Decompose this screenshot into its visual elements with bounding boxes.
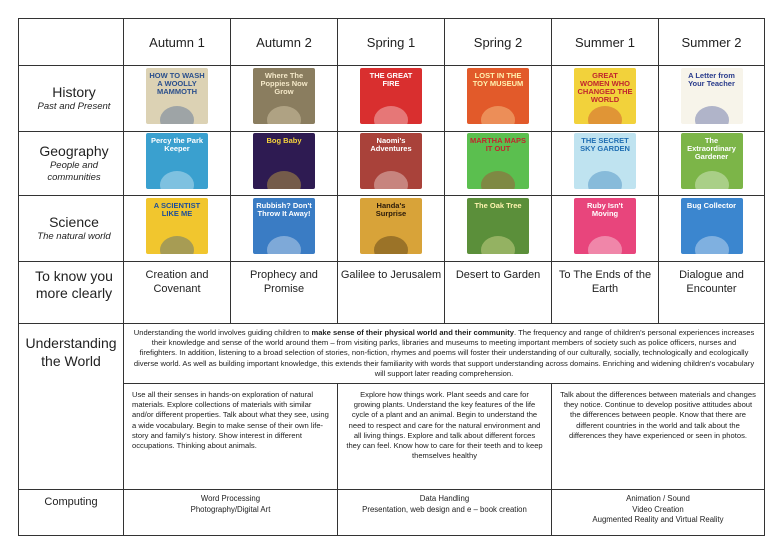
understanding-spring: Explore how things work. Plant seeds and care for growing plants. Understand the key features of the life cycle of a plant and an animal. Begin to understand the need to respect and care for the natural environment and all living things. Explore and talk about different forces they can feel. Know how to care for their teeth and to keep themselves healthy	[338, 384, 552, 490]
cover-illustration	[588, 236, 622, 254]
cover-illustration	[695, 106, 729, 124]
understanding-autumn: Use all their senses in hands-on exploration of natural materials. Explore collections of materials with similar and/or different properties. Talk about what they see, using a wide vocabulary. Begin to make sense of their own life-story and family's history. Show interest in different occupations. Thinking about animals.	[124, 384, 338, 490]
geography-book-cell	[231, 132, 338, 196]
curriculum-table	[18, 18, 765, 536]
book-cover-bog-baby: Bog Baby	[253, 133, 315, 189]
history-label	[19, 66, 124, 132]
geography-title: Geography	[39, 143, 109, 159]
term-autumn-2: Autumn 2	[231, 19, 338, 66]
cover-illustration	[374, 236, 408, 254]
computing-spring: Data Handling Presentation, web design and e – book creation	[338, 490, 552, 536]
book-cover-how-to-wash-a-woolly-mammoth: HOW TO WASH A WOOLLY MAMMOTH	[146, 68, 208, 124]
book-cover-where-the-poppies-now-grow: Where The Poppies Now Grow	[253, 68, 315, 124]
geography-book-cell	[552, 132, 659, 196]
book-cover-the-great-fire: THE GREAT FIRE	[360, 68, 422, 124]
history-book-cell	[552, 66, 659, 132]
book-cover-percy-the-park-keeper: Percy the Park Keeper	[146, 133, 208, 189]
geography-label	[19, 132, 124, 196]
cover-illustration	[588, 106, 622, 124]
understanding-intro-bold: make sense of their physical world and their community	[311, 328, 515, 337]
cover-illustration	[267, 236, 301, 254]
book-cover-a-letter-from-your-teacher: A Letter from Your Teacher	[681, 68, 743, 124]
geography-book-cell	[338, 132, 445, 196]
cover-illustration	[695, 171, 729, 189]
book-cover-naomis-adventures: Naomi's Adventures	[360, 133, 422, 189]
know-label	[19, 262, 124, 324]
science-book-cell	[231, 196, 338, 262]
history-row	[19, 66, 765, 132]
science-book-cell	[338, 196, 445, 262]
geography-row	[19, 132, 765, 196]
cover-illustration	[267, 106, 301, 124]
term-spring-1: Spring 1	[338, 19, 445, 66]
cover-illustration	[481, 236, 515, 254]
understanding-label: Understanding the World	[19, 324, 124, 490]
science-book-cell	[445, 196, 552, 262]
book-cover-great-women: GREAT WOMEN WHO CHANGED THE WORLD	[574, 68, 636, 124]
corner-cell	[19, 19, 124, 66]
know-topic: Creation and Covenant	[124, 262, 231, 324]
book-cover-the-secret-sky-garden: THE SECRET SKY GARDEN	[574, 133, 636, 189]
science-book-cell	[124, 196, 231, 262]
computing-row	[19, 490, 765, 536]
understanding-intro: Understanding the world involves guiding children to make sense of their physical world and their community. The frequency and range of children's personal experiences increases their knowledge and sense of the world around them – from visiting parks, libraries and museums to meeting important members of society such as police officers, nurses and firefighters. In addition, listening to a broad selection of stories, non-fiction, rhymes and poems will foster their understanding of our culturally, socially, technologically and ecologically diverse world. As well as building important knowledge, this extends their familiarity with words that support understanding across domains. Enriching and widening children's vocabulary will support later reading comprehension.	[124, 324, 765, 384]
science-subtitle: The natural world	[37, 231, 111, 242]
book-cover-lost-in-the-toy-museum: LOST IN THE TOY MUSEUM	[467, 68, 529, 124]
book-cover-the-oak-tree: The Oak Tree	[467, 198, 529, 254]
book-cover-a-scientist-like-me: A SCIENTIST LIKE ME	[146, 198, 208, 254]
book-cover-bug-collector: Bug Collector	[681, 198, 743, 254]
cover-illustration	[374, 171, 408, 189]
cover-illustration	[374, 106, 408, 124]
cover-illustration	[267, 171, 301, 189]
know-topic: Galilee to Jerusalem	[338, 262, 445, 324]
know-row	[19, 262, 765, 324]
book-cover-martha-maps-it-out: MARTHA MAPS IT OUT	[467, 133, 529, 189]
history-subtitle: Past and Present	[37, 101, 111, 112]
book-cover-handas-surprise: Handa's Surprise	[360, 198, 422, 254]
cover-illustration	[481, 106, 515, 124]
term-spring-2: Spring 2	[445, 19, 552, 66]
science-book-cell	[552, 196, 659, 262]
history-book-cell	[659, 66, 765, 132]
understanding-summer: Talk about the differences between materials and changes they notice. Continue to develop positive attitudes about the differences between people. Know that there are different countries in the world and talk about the differences they have experienced or seen in photos.	[552, 384, 765, 490]
term-header-row	[19, 19, 765, 66]
cover-illustration	[160, 171, 194, 189]
history-book-cell	[338, 66, 445, 132]
cover-illustration	[160, 236, 194, 254]
cover-illustration	[588, 171, 622, 189]
book-cover-rubbish: Rubbish? Don't Throw It Away!	[253, 198, 315, 254]
history-book-cell	[231, 66, 338, 132]
history-book-cell	[124, 66, 231, 132]
geography-subtitle: People and communities	[47, 160, 101, 183]
book-cover-ruby: Ruby Isn't Moving	[574, 198, 636, 254]
know-topic: Dialogue and Encounter	[659, 262, 765, 324]
science-book-cell	[659, 196, 765, 262]
know-topic: Desert to Garden	[445, 262, 552, 324]
cover-illustration	[695, 236, 729, 254]
term-summer-1: Summer 1	[552, 19, 659, 66]
cover-illustration	[481, 171, 515, 189]
know-title: To know you more clearly	[35, 268, 113, 301]
computing-label: Computing	[19, 490, 124, 536]
geography-book-cell	[445, 132, 552, 196]
geography-book-cell	[659, 132, 765, 196]
cover-illustration	[160, 106, 194, 124]
book-cover-the-extraordinary-gardener: The Extraordinary Gardener	[681, 133, 743, 189]
know-topic: To The Ends of the Earth	[552, 262, 659, 324]
science-title: Science	[49, 214, 99, 230]
science-label	[19, 196, 124, 262]
term-autumn-1: Autumn 1	[124, 19, 231, 66]
computing-summer: Animation / Sound Video Creation Augmented Reality and Virtual Reality	[552, 490, 765, 536]
know-topic: Prophecy and Promise	[231, 262, 338, 324]
understanding-detail-row	[19, 384, 765, 490]
understanding-intro-row	[19, 324, 765, 384]
history-title: History	[52, 84, 96, 100]
history-book-cell	[445, 66, 552, 132]
term-summer-2: Summer 2	[659, 19, 765, 66]
science-row	[19, 196, 765, 262]
geography-book-cell	[124, 132, 231, 196]
computing-autumn: Word Processing Photography/Digital Art	[124, 490, 338, 536]
